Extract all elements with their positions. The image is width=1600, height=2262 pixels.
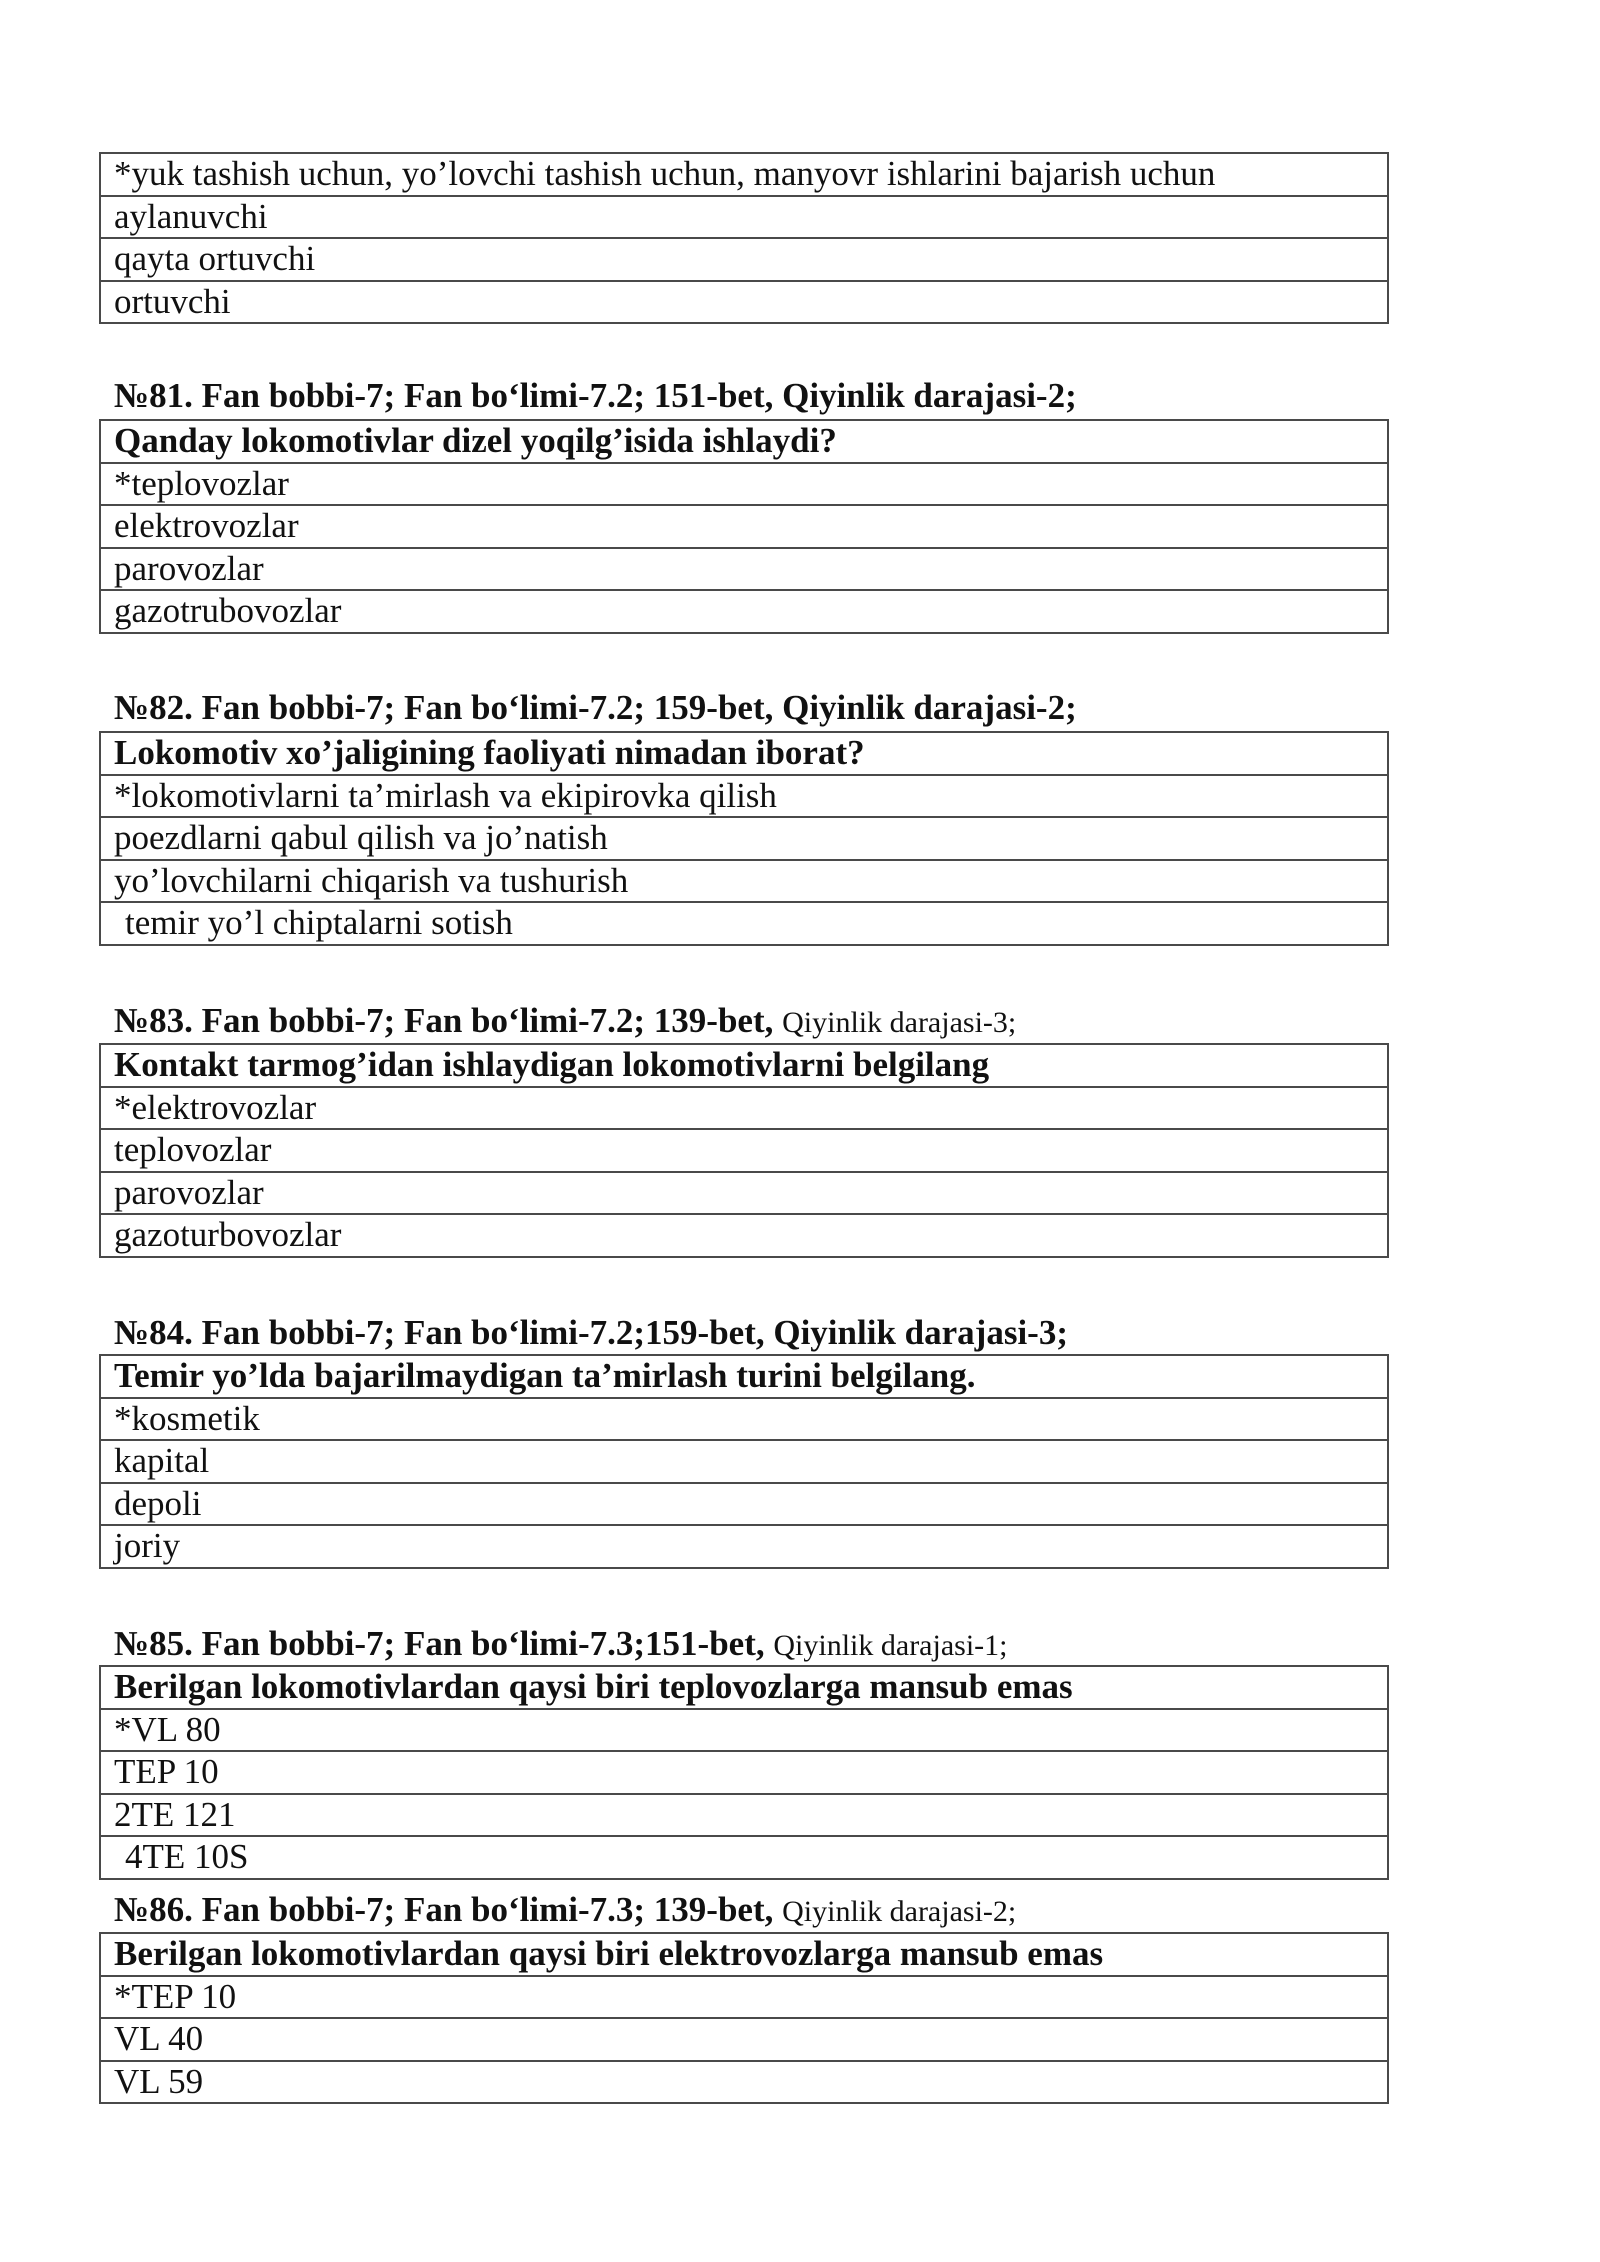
answer-cell: *teplovozlar [100, 463, 1388, 506]
answer-row [100, 1794, 1388, 1837]
answer-row [100, 1214, 1388, 1257]
answer-row [100, 1751, 1388, 1794]
answer-cell: VL 59 [100, 2061, 1388, 2104]
answer-cell: poezdlarni qabul qilish va jo’natish [100, 817, 1388, 860]
answer-cell: kapital [100, 1440, 1388, 1483]
answer-row [100, 1836, 1388, 1879]
answer-row [100, 153, 1388, 196]
question-header-text: №85. Fan bobbi-7; Fan bo‘limi-7.3;151-bet, [114, 1624, 765, 1663]
answer-cell: 2TE 121 [100, 1794, 1388, 1837]
answer-cell: qayta ortuvchi [100, 238, 1388, 281]
answer-cell: ortuvchi [100, 281, 1388, 324]
question-row [100, 1933, 1388, 1976]
question-row [100, 420, 1388, 463]
answer-cell: depoli [100, 1483, 1388, 1526]
answer-row [100, 817, 1388, 860]
answer-row [100, 1129, 1388, 1172]
answer-row [100, 196, 1388, 239]
question-header-83 [114, 1000, 1016, 1042]
answer-cell: gazotrubovozlar [100, 590, 1388, 633]
answer-cell: *VL 80 [100, 1709, 1388, 1752]
answer-cell: TEP 10 [100, 1751, 1388, 1794]
answer-cell: temir yo’l chiptalarni sotish [100, 902, 1388, 945]
answer-row [100, 505, 1388, 548]
question-table-81 [99, 419, 1389, 634]
difficulty-level: Qiyinlik darajasi-2; [782, 1895, 1017, 1928]
question-table-85 [99, 1665, 1389, 1880]
answer-row [100, 1525, 1388, 1568]
answer-cell: aylanuvchi [100, 196, 1388, 239]
answer-cell: teplovozlar [100, 1129, 1388, 1172]
answer-row [100, 2061, 1388, 2104]
question-header-81 [114, 375, 1077, 417]
question-row [100, 732, 1388, 775]
answer-row [100, 1483, 1388, 1526]
answer-cell: *kosmetik [100, 1398, 1388, 1441]
answer-row [100, 1709, 1388, 1752]
difficulty-level: Qiyinlik darajasi-3; [782, 1006, 1017, 1039]
question-cell: Berilgan lokomotivlardan qaysi biri elektrovozlarga mansub emas [100, 1933, 1388, 1976]
answer-row [100, 1440, 1388, 1483]
answer-row [100, 238, 1388, 281]
question-header-text: №81. Fan bobbi-7; Fan bo‘limi-7.2; 151-bet, Qiyinlik darajasi-2; [114, 376, 1077, 415]
question-row [100, 1355, 1388, 1398]
question-header-text: №84. Fan bobbi-7; Fan bo‘limi-7.2;159-bet, Qiyinlik darajasi-3; [114, 1313, 1068, 1352]
answer-row [100, 775, 1388, 818]
question-cell: Berilgan lokomotivlardan qaysi biri teplovozlarga mansub emas [100, 1666, 1388, 1709]
question-row [100, 1666, 1388, 1709]
answer-row [100, 902, 1388, 945]
answer-cell: joriy [100, 1525, 1388, 1568]
answer-cell: yo’lovchilarni chiqarish va tushurish [100, 860, 1388, 903]
answer-cell: gazoturbovozlar [100, 1214, 1388, 1257]
question-table-84 [99, 1354, 1389, 1569]
question-header-82 [114, 687, 1077, 729]
answer-cell: *elektrovozlar [100, 1087, 1388, 1130]
question-cell: Qanday lokomotivlar dizel yoqilg’isida ishlaydi? [100, 420, 1388, 463]
question-header-84 [114, 1312, 1068, 1354]
answer-cell: *lokomotivlarni ta’mirlash va ekipirovka qilish [100, 775, 1388, 818]
difficulty-level: Qiyinlik darajasi-1; [773, 1629, 1008, 1662]
answer-row [100, 1398, 1388, 1441]
question-row [100, 1044, 1388, 1087]
question-header-text: №83. Fan bobbi-7; Fan bo‘limi-7.2; 139-bet, [114, 1001, 774, 1040]
answer-row [100, 590, 1388, 633]
question-header-text: №86. Fan bobbi-7; Fan bo‘limi-7.3; 139-bet, [114, 1890, 774, 1929]
answer-row [100, 1976, 1388, 2019]
answer-row [100, 463, 1388, 506]
answer-cell: 4TE 10S [100, 1836, 1388, 1879]
answer-cell: *TEP 10 [100, 1976, 1388, 2019]
answer-row [100, 860, 1388, 903]
answer-row [100, 2018, 1388, 2061]
answer-row [100, 548, 1388, 591]
answer-row [100, 1087, 1388, 1130]
answer-row [100, 1172, 1388, 1215]
answer-cell: parovozlar [100, 548, 1388, 591]
question-cell: Lokomotiv xo’jaligining faoliyati nimadan iborat? [100, 732, 1388, 775]
answer-cell: elektrovozlar [100, 505, 1388, 548]
answer-cell: VL 40 [100, 2018, 1388, 2061]
answer-row [100, 281, 1388, 324]
question-cell: Temir yo’lda bajarilmaydigan ta’mirlash turini belgilang. [100, 1355, 1388, 1398]
answer-table-continued [99, 152, 1389, 324]
question-header-text: №82. Fan bobbi-7; Fan bo‘limi-7.2; 159-bet, Qiyinlik darajasi-2; [114, 688, 1077, 727]
question-header-86 [114, 1889, 1016, 1931]
question-header-85 [114, 1623, 1008, 1665]
answer-cell: parovozlar [100, 1172, 1388, 1215]
question-cell: Kontakt tarmog’idan ishlaydigan lokomotivlarni belgilang [100, 1044, 1388, 1087]
question-table-86 [99, 1932, 1389, 2104]
question-table-82 [99, 731, 1389, 946]
answer-cell: *yuk tashish uchun, yo’lovchi tashish uchun, manyovr ishlarini bajarish uchun [100, 153, 1388, 196]
question-table-83 [99, 1043, 1389, 1258]
